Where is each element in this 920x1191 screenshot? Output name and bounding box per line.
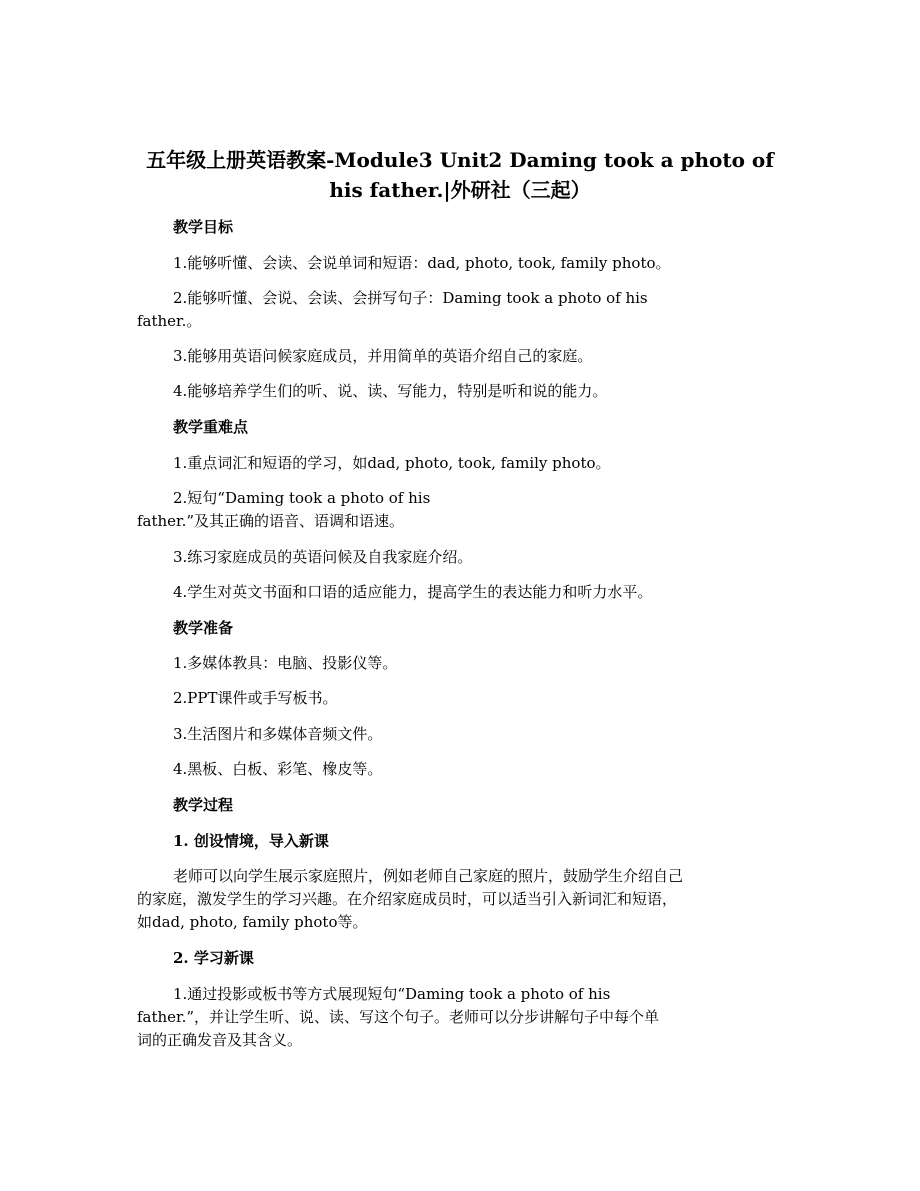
section-heading-goals: 教学目标 [173, 218, 234, 236]
section-heading-process: 教学过程 [173, 796, 234, 814]
process-step-2-heading: 2. 学习新课 [173, 949, 254, 967]
preparation-item-2: 2.PPT课件或手写板书。 [173, 689, 338, 707]
key-point-item-4: 4.学生对英文书面和口语的适应能力，提高学生的表达能力和听力水平。 [173, 583, 653, 601]
document-title-line-1: 五年级上册英语教案-Module3 Unit2 Daming took a photo of [146, 148, 774, 172]
process-step-2-text-line-1: 1.通过投影或板书等方式展现短句“Daming took a photo of his [173, 985, 611, 1003]
key-point-item-2-line-1: 2.短句“Daming took a photo of his [173, 489, 431, 507]
process-step-1-text-line-1: 老师可以向学生展示家庭照片，例如老师自己家庭的照片，鼓励学生介绍自己 [173, 867, 684, 885]
section-heading-key-points: 教学重难点 [173, 418, 249, 436]
process-step-1-heading: 1. 创设情境，导入新课 [173, 832, 329, 850]
process-step-1-text-line-2: 的家庭，激发学生的学习兴趣。在介绍家庭成员时，可以适当引入新词汇和短语， [137, 890, 678, 908]
goal-item-1: 1.能够听懂、会读、会说单词和短语：dad, photo, took, family photo。 [173, 254, 671, 272]
process-step-2-text-line-3: 词的正确发音及其含义。 [137, 1031, 303, 1049]
preparation-item-3: 3.生活图片和多媒体音频文件。 [173, 725, 383, 743]
key-point-item-2-line-2: father.”及其正确的语音、语调和语速。 [137, 512, 405, 530]
key-point-item-1: 1.重点词汇和短语的学习，如dad, photo, took, family photo。 [173, 454, 611, 472]
process-step-2-text-line-2: father.”，并让学生听、说、读、写这个句子。老师可以分步讲解句子中每个单 [137, 1008, 660, 1026]
process-step-1-text-line-3: 如dad, photo, family photo等。 [137, 913, 368, 931]
preparation-item-4: 4.黑板、白板、彩笔、橡皮等。 [173, 760, 383, 778]
goal-item-2-line-2: father.。 [137, 312, 202, 330]
key-point-item-3: 3.练习家庭成员的英语问候及自我家庭介绍。 [173, 548, 473, 566]
preparation-item-1: 1.多媒体教具：电脑、投影仪等。 [173, 654, 398, 672]
goal-item-4: 4.能够培养学生们的听、说、读、写能力，特别是听和说的能力。 [173, 382, 608, 400]
document-title-line-2: his father.|外研社（三起） [329, 178, 591, 202]
goal-item-3: 3.能够用英语问候家庭成员，并用简单的英语介绍自己的家庭。 [173, 347, 593, 365]
section-heading-preparation: 教学准备 [173, 619, 234, 637]
goal-item-2-line-1: 2.能够听懂、会说、会读、会拼写句子：Daming took a photo of his [173, 289, 648, 307]
